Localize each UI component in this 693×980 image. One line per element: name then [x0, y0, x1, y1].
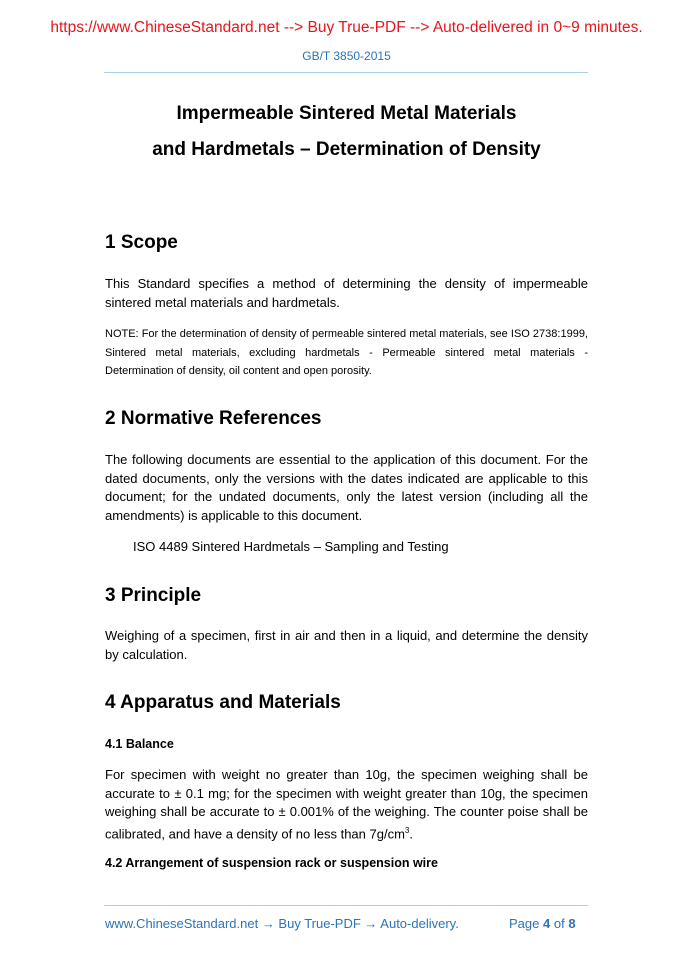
subsection-4-1-heading: 4.1 Balance	[105, 737, 174, 751]
page-number	[509, 916, 576, 931]
title-line-1: Impermeable Sintered Metal Materials	[176, 103, 517, 124]
section-1-text: This Standard specifies a method of determining the density of impermeable sintered metal materials and hardmetals.	[105, 276, 588, 310]
subsection-4-2-heading: 4.2 Arrangement of suspension rack or suspension wire	[105, 856, 438, 870]
standard-number: GB/T 3850-2015	[302, 49, 391, 63]
text: For specimen with weight no greater than 10g, the specimen weighing shall be accurate to ± 0.1 mg; for the specimen with weight greater than 10g, the specimen weighing shall be accurate to ± 0.001% of the weighing. The counter poise shall be calibrated, and have a density of no less than 7g/cm	[105, 767, 588, 841]
of-label: of	[553, 916, 565, 931]
header-rule	[104, 72, 588, 73]
promo-banner[interactable]: https://www.ChineseStandard.net --> Buy True-PDF --> Auto-delivered in 0~9 minutes.	[50, 19, 643, 36]
footer-text: → Buy True-PDF → Auto-delivery.	[258, 916, 459, 931]
page-label: Page	[509, 916, 540, 931]
footer-rule	[104, 905, 588, 906]
subsection-4-1-text	[105, 766, 588, 843]
section-2-text: The following documents are essential to the application of this document. For the dated documents, only the versions with the dates indicated are applicable to this document; for the undated documents, only the latest version (including all the amendments) is applicable to this document.	[105, 452, 588, 523]
text-end: .	[409, 825, 413, 841]
section-3-text: Weighing of a specimen, first in air and then in a liquid, and determine the density by calculation.	[105, 628, 588, 662]
section-2-heading: 2 Normative References	[105, 408, 322, 429]
section-1-heading: 1 Scope	[105, 232, 178, 253]
superscript: 3	[404, 825, 410, 835]
section-4-heading: 4 Apparatus and Materials	[105, 692, 341, 713]
section-3-heading: 3 Principle	[105, 585, 202, 606]
total-pages: 8	[568, 916, 576, 931]
title-line-2: and Hardmetals – Determination of Density	[152, 139, 541, 160]
reference-item: ISO 4489 Sintered Hardmetals – Sampling and Testing	[133, 539, 449, 554]
current-page: 4	[543, 916, 551, 931]
section-1-note: NOTE: For the determination of density of permeable sintered metal materials, see ISO 2738:1999, Sintered metal materials, excluding hardmetals - Permeable sintered metal materials - Determination of density, oil content and open porosity.	[105, 328, 588, 377]
footer-link[interactable]: www.ChineseStandard.net	[105, 916, 259, 931]
footer-promo	[105, 916, 459, 931]
